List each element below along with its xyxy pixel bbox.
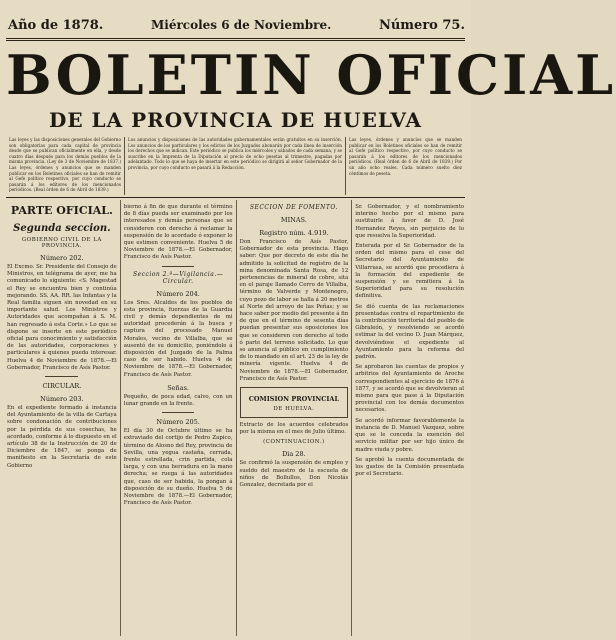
office-name: GOBIERNO CIVIL DE LA PROVINCIA.: [21, 237, 102, 249]
divider: [162, 266, 195, 267]
column-2: [120, 200, 236, 636]
circular-label: CIRCULAR.: [42, 382, 82, 391]
item-number: Número 205.: [156, 418, 200, 427]
item-number: Número 204.: [156, 289, 200, 298]
box-title: COMISION PROVINCIAL: [248, 395, 340, 404]
issue-number: Número 75.: [378, 17, 465, 33]
subsection-label: MINAS.: [280, 216, 307, 224]
article-text: Extracto de los acuerdos celebrados por la misma en el mes de Julio último.: [239, 422, 349, 436]
issue-date: Miércoles 6 de Noviembre.: [150, 18, 332, 32]
article-text: Pequeño, de poca edad, calvo, con un lunar grande en la frente.: [123, 393, 233, 408]
notices-band: [6, 137, 465, 195]
item-number: Número 203.: [40, 395, 84, 404]
article-text: Se aprobaron las cuentas de propios y arbitrios del Ayuntamiento de Aroche correspondientes al ejercicio de 1876 á 1877, y se acordó que se devolvieran al mismo para que pase á la Diputación provincial con los demás documentos necesarios.: [355, 364, 464, 414]
masthead-subtitle: DE LA PROVINCIA DE HUELVA: [48, 108, 423, 132]
header-rule: [6, 38, 465, 39]
section-label: Seccion 2.ª—Vigilancia.—Circular.: [132, 270, 224, 285]
article-text: En el expediente formado á instancia del Ayuntamiento de la villa de Cartaya sobre condonación de contribuciones por la pérdida de sus cosechas, he acordado, conforme á lo dispuesto en el artículo 38 de la Instrucción de 20 de Diciembre de 1847, se ponga de manifiesto en la Secretaría de este Gobierno: [7, 405, 117, 469]
item-number: Número 202.: [40, 254, 84, 262]
notices-rule: [6, 197, 465, 198]
article-text: Se dió cuenta de las reclamaciones presentadas contra el repartimiento de la contribución territorial del pueblo de Gibraleón, y resolviendo se acordó estimar la del vecino D. Juan Márquez, devolviéndose el expediente al Ayuntamiento para la reforma del padrón.: [355, 303, 464, 361]
masthead-title: BOLETIN OFICIAL: [6, 43, 616, 107]
article-text: El Excmo. Sr. Presidente del Consejo de Ministros, en telégrama de ayer, me ha comunicado lo siguiente: «S. Magestad el Rey se encuentra bien y continúa mejorando. SS. AA. RR. las Infantas y la Real familia siguen sin novedad en su importante salud. Los Ministros y Autoridades que acompañan á S. M. han regresado á esta Corte.» Lo que se dispone se inserte en este periódico oficial para conocimiento y satisfacción de las autoridades, corporaciones y particulares á quienes pueda interesar. Huelva 4 de Noviembre de 1878.—El Gobernador, Francisco de Asís Pastor.: [7, 264, 117, 371]
notice-center: Los anuncios y disposiciones de las autoridades gubernamentales serán gratuitos en su inserción. Los anuncios de los particulares y los edictos de los Juzgados abonarán por cada línea de inserción los derechos que se indican. Este periódico se publica los miércoles y sábados de cada semana, y se suscribe en la Imprenta de la Diputación al precio de ocho pesetas al trimestre, pagadas por adelantado. Todo lo que se haya de insertar en este periódico se dirigirá al señor Gobernador de la provincia, por cuyo conducto se pasará á la Redacción.: [124, 137, 346, 195]
article-text: Se acordó informar favorablemente la instancia de D. Manuel Vazquez, sobre que se le conceda la exención del servicio militar por ser hijo único de madre viuda y pobre.: [355, 417, 464, 453]
day-label: Dia 28.: [282, 450, 306, 459]
section-heading: PARTE OFICIAL.: [10, 204, 113, 217]
notice-left: Las leyes y las disposiciones generales del Gobierno son obligatorias para cada capital de provincia desde que se publican oficialmente en ella, y desde cuatro días después para los demás pueblos de la misma provincia. (Ley de 3 de Noviembre de 1837.) Las leyes, órdenes y anuncios que se manden publicar en los Boletines oficiales se han de remitir al Gefe político respectivo, por cuyo conducto se pasarán á los editores de los mencionados periódicos. (Real órden de 6 de Abril de 1839.): [9, 137, 121, 193]
item-number: Registro núm. 4.919.: [259, 229, 329, 237]
notice-right: Las leyes, órdenes y anuncios que se manden publicar en los Boletines oficiales se han de remitir al Gefe político respectivo, por cuyo conducto se pasarán á los editores de los mencionados periódicos. (Real órden de 6 de Abril de 1839.) Por un año ocho reales. Cada número suelto diez céntimos de peseta.: [349, 137, 462, 176]
column-1: [4, 200, 120, 636]
column-3: [236, 200, 352, 636]
issue-header: [8, 14, 465, 36]
section-label: SECCION DE FOMENTO.: [249, 204, 338, 211]
divider: [162, 412, 195, 413]
box-subtitle: DE HUELVA.: [273, 406, 315, 413]
divider: [45, 376, 78, 377]
issue-year: Año de 1878.: [8, 17, 104, 33]
article-text: Don Francisco de Asís Pastor, Gobernador de esta provincia. Hago saber: Que por decreto de este día he admitido la solicitud de registro de la mina denominada Santa Rosa, de 12 pertenencias de mineral de cobre, sita en el paraje llamado Cerro de Villalba, término de Valverde y Montenegro, cuyo pozo de labor se halla á 20 metros al Norte del arroyo de las Peñas; y se hace saber por medio del presente á fin de que en el término de sesenta días puedan presentar sus oposiciones los que se consideren con derecho al todo ó parte del terreno solicitado. Lo que se anuncia al público en cumplimiento de lo mandado en el art. 23 de la ley de minería vigente. Huelva 4 de Noviembre de 1878.—El Gobernador, Francisco de Asís Pastor.: [239, 239, 349, 382]
article-text: Los Sres. Alcaldes de los pueblos de esta provincia, fuerzas de la Guardia civil y demás dependientes de mi autoridad procederán á la busca y captura del procesado Manuel Morales, vecino de Villalba, que se ausentó de su domicilio, poniéndole á disposición del Juzgado de la Palma caso de ser habido. Huelva 4 de Noviembre de 1878.—El Gobernador, Francisco de Asís Pastor.: [123, 299, 233, 378]
continuation-label: (CONTINUACION.): [263, 439, 325, 446]
commission-box: [240, 387, 349, 418]
column-4: [351, 200, 467, 636]
article-text: Se aprobó la cuenta documentada de los gastos de la Comisión presentada por el Secretario.: [355, 456, 464, 478]
article-text: Se confirmó la suspensión de empleo y sueldo del maestro de la escuela de niños de Bollullos, Don Nicolás Gonzalez, decretada por el: [239, 460, 349, 489]
header-rule-2: [6, 40, 465, 41]
article-text: Sr. Gobernador, y el nombramiento interino hecho por el mismo para sustituirle á favor de D. José Hernandez Reyes, sin perjuicio de lo que resuelva la Superioridad.: [355, 204, 464, 239]
article-text: Enterada por el Sr. Gobernador de la orden del mismo para el cese del Secretario del Ayuntamiento de Villarrasa, se acordó que procediera á la formación del expediente de suspensión y se remitiera á la Superioridad para su resolución definitiva.: [355, 243, 464, 300]
article-text: bierno á fin de que durante el término de 8 días pueda ser examinado por los interesados y demás personas que se consideren con derecho á reclamar la suspensión de lo acordado ó exponer lo que estimen conveniente. Huelva 5 de Noviembre de 1878.—El Gobernador, Francisco de Asís Pastor.: [123, 204, 233, 261]
signs-label: Señas.: [167, 383, 189, 392]
article-text: El día 30 de Octubre último se ha extraviado del cortijo de Pedro Zapico, término de Alosno del Rey, provincia de Sevilla, una yegua castaña, cerrada, frente estrellada, crin partida, cola larga, y con una herradura en la mano derecha; se ruega á las autoridades que, caso de ser habida, la pongan á disposición de su dueño. Huelva 5 de Noviembre de 1878.—El Gobernador, Francisco de Asís Pastor.: [123, 428, 233, 507]
article-columns: [4, 200, 467, 636]
section-subheading: Segunda seccion.: [13, 223, 111, 234]
